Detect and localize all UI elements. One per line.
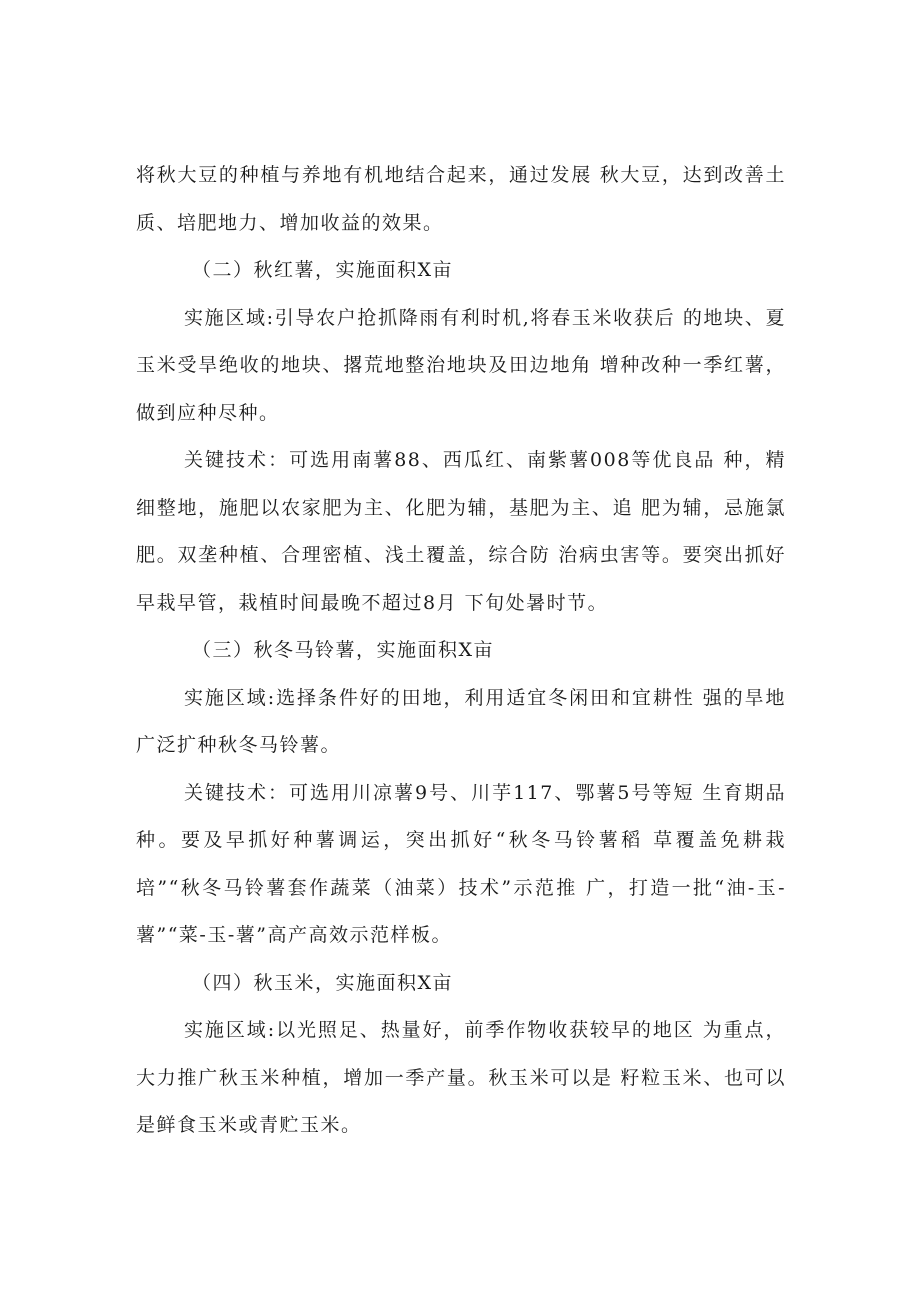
paragraph-sweet-potato-area: 实施区域:引导农户抢抓降雨有利时机,将春玉米收获后 的地块、夏玉米受旱绝收的地块、撂荒地整治地块及田边地角 增种改种一季红薯，做到应种尽种。 — [136, 306, 786, 424]
paragraph-soybean-conclusion: 将秋大豆的种植与养地有机地结合起来，通过发展 秋大豆，达到改善土质、培肥地力、增加收益的效果。 — [136, 164, 786, 234]
section-heading-potato: （三）秋冬马铃薯，实施面积X亩 — [192, 639, 495, 661]
paragraph-potato-technique: 关键技术：可选用川凉薯9号、川芋117、鄂薯5号等短 生育期品种。要及早抓好种薯调运，突出抓好“秋冬马铃薯稻 草覆盖免耕栽培”“秋冬马铃薯套作蔬菜（油菜）技术”示范推 广，打造一批“油-玉-薯”“菜-玉-薯”高产高效示范样板。 — [136, 781, 786, 946]
paragraph-corn-area: 实施区域:以光照足、热量好，前季作物收获较早的地区 为重点，大力推广秋玉米种植，增加一季产量。秋玉米可以是 籽粒玉米、也可以是鲜食玉米或青贮玉米。 — [136, 1019, 786, 1136]
document-body — [136, 152, 786, 1150]
section-heading-corn: （四）秋玉米，实施面积X亩 — [192, 971, 454, 994]
paragraph-potato-area: 实施区域:选择条件好的田地，利用适宜冬闲田和宜耕性 强的旱地广泛扩种秋冬马铃薯。 — [136, 686, 786, 756]
section-heading-sweet-potato: （二）秋红薯，实施面积X亩 — [192, 259, 454, 281]
paragraph-sweet-potato-technique: 关键技术：可选用南薯88、西瓜红、南紫薯008等优良品 种，精细整地，施肥以农家肥为主、化肥为辅，基肥为主、追 肥为辅，忌施氯肥。双垄种植、合理密植、浅土覆盖，综合防 治病虫害等。要突出抓好早栽早管，栽植时间最晚不超过8月 下旬处暑时节。 — [136, 449, 786, 614]
